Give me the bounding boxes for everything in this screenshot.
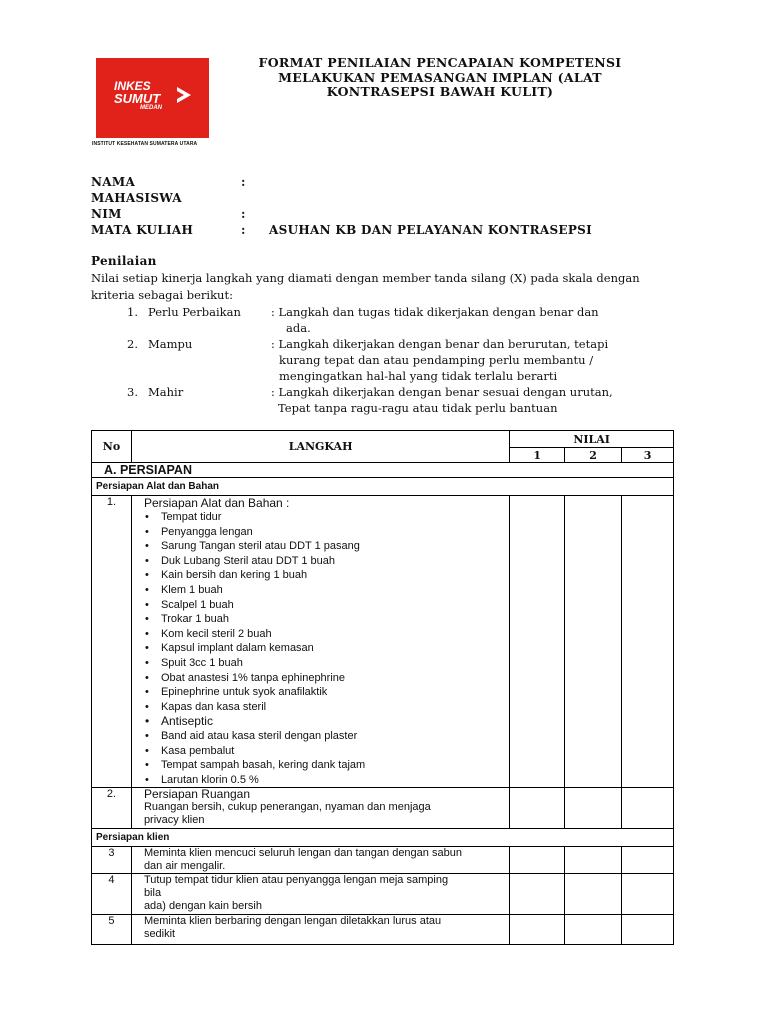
- list-item: • Spuit 3cc 1 buah: [161, 656, 509, 671]
- score-cell[interactable]: [622, 788, 674, 829]
- list-item: • Scalpel 1 buah: [161, 598, 509, 613]
- criteria-desc: mengingatkan hal-hal yang tidak terlalu berarti: [279, 369, 558, 383]
- section-row: [92, 463, 674, 478]
- score-cell[interactable]: [622, 496, 674, 788]
- subsection-title: Persiapan klien: [92, 829, 674, 847]
- step-text: Ruangan bersih, cukup penerangan, nyaman dan menjaga: [143, 801, 431, 814]
- logo-text-medan: MEDAN: [140, 105, 162, 111]
- step-text: Meminta klien mencuci seluruh lengan dan tangan dengan sabun: [143, 847, 462, 860]
- score-cell[interactable]: [565, 915, 622, 945]
- list-item: • Antiseptic: [161, 714, 509, 729]
- criteria-desc: : Langkah dikerjakan dengan benar sesuai dengan urutan,: [271, 385, 613, 399]
- subsection-row: [92, 829, 674, 847]
- header-langkah: LANGKAH: [131, 431, 509, 463]
- score-cell[interactable]: [510, 915, 565, 945]
- step-text: dan air mengalir.: [143, 860, 226, 873]
- penilaian-heading: Penilaian: [91, 254, 157, 268]
- penilaian-intro-cont: kriteria sebagai berikut:: [91, 288, 233, 302]
- list-item: • Sarung Tangan steril atau DDT 1 pasang: [161, 539, 509, 554]
- label-mata-kuliah: MATA KULIAH: [91, 223, 194, 237]
- score-cell[interactable]: [565, 788, 622, 829]
- criteria-desc: ada.: [286, 321, 311, 335]
- header-score-3: 3: [622, 448, 674, 463]
- label-mahasiswa: MAHASISWA: [91, 191, 182, 205]
- table-row: [92, 496, 674, 788]
- step-text: sedikit: [143, 928, 176, 941]
- score-cell[interactable]: [510, 788, 565, 829]
- criteria-name: Perlu Perbaikan: [148, 305, 241, 319]
- list-item: • Kain bersih dan kering 1 buah: [161, 568, 509, 583]
- row-number: 2.: [92, 788, 132, 829]
- score-cell[interactable]: [565, 874, 622, 915]
- header-nilai: NILAI: [510, 431, 674, 448]
- step-cell: [131, 874, 509, 915]
- list-item: • Trokar 1 buah: [161, 612, 509, 627]
- chevron-right-icon: [174, 85, 194, 105]
- step-cell: [131, 847, 509, 874]
- criteria-desc: : Langkah dikerjakan dengan benar dan berurutan, tetapi: [271, 337, 609, 351]
- header-score-1: 1: [510, 448, 565, 463]
- document-title: FORMAT PENILAIAN PENCAPAIAN KOMPETENSI MELAKUKAN PEMASANGAN IMPLAN (ALAT KONTRASEPSI BAWAH KULIT): [258, 55, 622, 99]
- list-item: • Obat anastesi 1% tanpa ephinephrine: [161, 671, 509, 686]
- list-item: • Epinephrine untuk syok anafilaktik: [161, 685, 509, 700]
- criteria-num: 2.: [127, 337, 138, 351]
- step-cell: [131, 496, 509, 788]
- logo-text-inkes: INKES: [114, 79, 151, 93]
- logo-text-sumut: SUMUT: [114, 91, 161, 106]
- mata-kuliah-value: ASUHAN KB DAN PELAYANAN KONTRASEPSI: [269, 223, 593, 237]
- step-text: bila: [143, 887, 162, 900]
- list-item: • Tempat tidur: [161, 510, 509, 525]
- row-number: 5: [92, 915, 132, 945]
- step-cell: [131, 788, 509, 829]
- score-cell[interactable]: [622, 874, 674, 915]
- list-item: • Klem 1 buah: [161, 583, 509, 598]
- criteria-desc: kurang tepat dan atau pendamping perlu membantu /: [279, 353, 594, 367]
- list-item: • Penyangga lengan: [161, 525, 509, 540]
- score-cell[interactable]: [622, 847, 674, 874]
- table-row: [92, 874, 674, 915]
- list-item: • Kapsul implant dalam kemasan: [161, 641, 509, 656]
- step-text: Meminta klien berbaring dengan lengan diletakkan lurus atau: [143, 915, 442, 928]
- list-item: • Band aid atau kasa steril dengan plaster: [161, 729, 509, 744]
- criteria-num: 1.: [127, 305, 138, 319]
- score-cell[interactable]: [622, 915, 674, 945]
- colon: :: [241, 223, 246, 237]
- list-item: • Tempat sampah basah, kering dank tajam: [161, 758, 509, 773]
- row-number: 1.: [92, 496, 132, 788]
- step-title: Persiapan Alat dan Bahan :: [143, 496, 290, 510]
- penilaian-intro: Nilai setiap kinerja langkah yang diamati dengan member tanda silang (X) pada skala dengan: [91, 271, 640, 285]
- list-item: • Kapas dan kasa steril: [161, 700, 509, 715]
- section-title: A. PERSIAPAN: [92, 463, 674, 478]
- score-cell[interactable]: [565, 847, 622, 874]
- subsection-title: Persiapan Alat dan Bahan: [92, 478, 674, 496]
- table-row: [92, 788, 674, 829]
- colon: :: [241, 207, 246, 221]
- step-text: Tutup tempat tidur klien atau penyangga lengan meja samping: [143, 874, 449, 887]
- row-number: 4: [92, 874, 132, 915]
- list-item: • Larutan klorin 0.5 %: [161, 773, 509, 788]
- header-no: No: [92, 431, 132, 463]
- criteria-name: Mahir: [148, 385, 184, 399]
- criteria-name: Mampu: [148, 337, 193, 351]
- criteria-num: 3.: [127, 385, 138, 399]
- score-cell[interactable]: [510, 874, 565, 915]
- criteria-desc: : Langkah dan tugas tidak dikerjakan dengan benar dan: [271, 305, 599, 319]
- colon: :: [241, 175, 246, 189]
- score-cell[interactable]: [565, 496, 622, 788]
- subsection-row: [92, 478, 674, 496]
- row-number: 3: [92, 847, 132, 874]
- score-cell[interactable]: [510, 496, 565, 788]
- institution-logo: [96, 58, 209, 138]
- label-nim: NIM: [91, 207, 122, 221]
- header-score-2: 2: [565, 448, 622, 463]
- step-title: Persiapan Ruangan: [143, 787, 251, 802]
- assessment-table: [91, 430, 674, 945]
- table-header-row: [92, 431, 674, 448]
- list-item: • Kom kecil steril 2 buah: [161, 627, 509, 642]
- label-nama: NAMA: [91, 175, 136, 189]
- score-cell[interactable]: [510, 847, 565, 874]
- table-row: [92, 915, 674, 945]
- logo-caption: INSTITUT KESEHATAN SUMATERA UTARA: [92, 141, 198, 147]
- list-item: • Duk Lubang Steril atau DDT 1 buah: [161, 554, 509, 569]
- equipment-list: [144, 510, 509, 787]
- list-item: • Kasa pembalut: [161, 744, 509, 759]
- step-text: ada) dengan kain bersih: [143, 900, 262, 913]
- table-row: [92, 847, 674, 874]
- criteria-desc: Tepat tanpa ragu-ragu atau tidak perlu bantuan: [278, 401, 558, 415]
- step-text: privacy klien: [143, 814, 205, 827]
- step-cell: [131, 915, 509, 945]
